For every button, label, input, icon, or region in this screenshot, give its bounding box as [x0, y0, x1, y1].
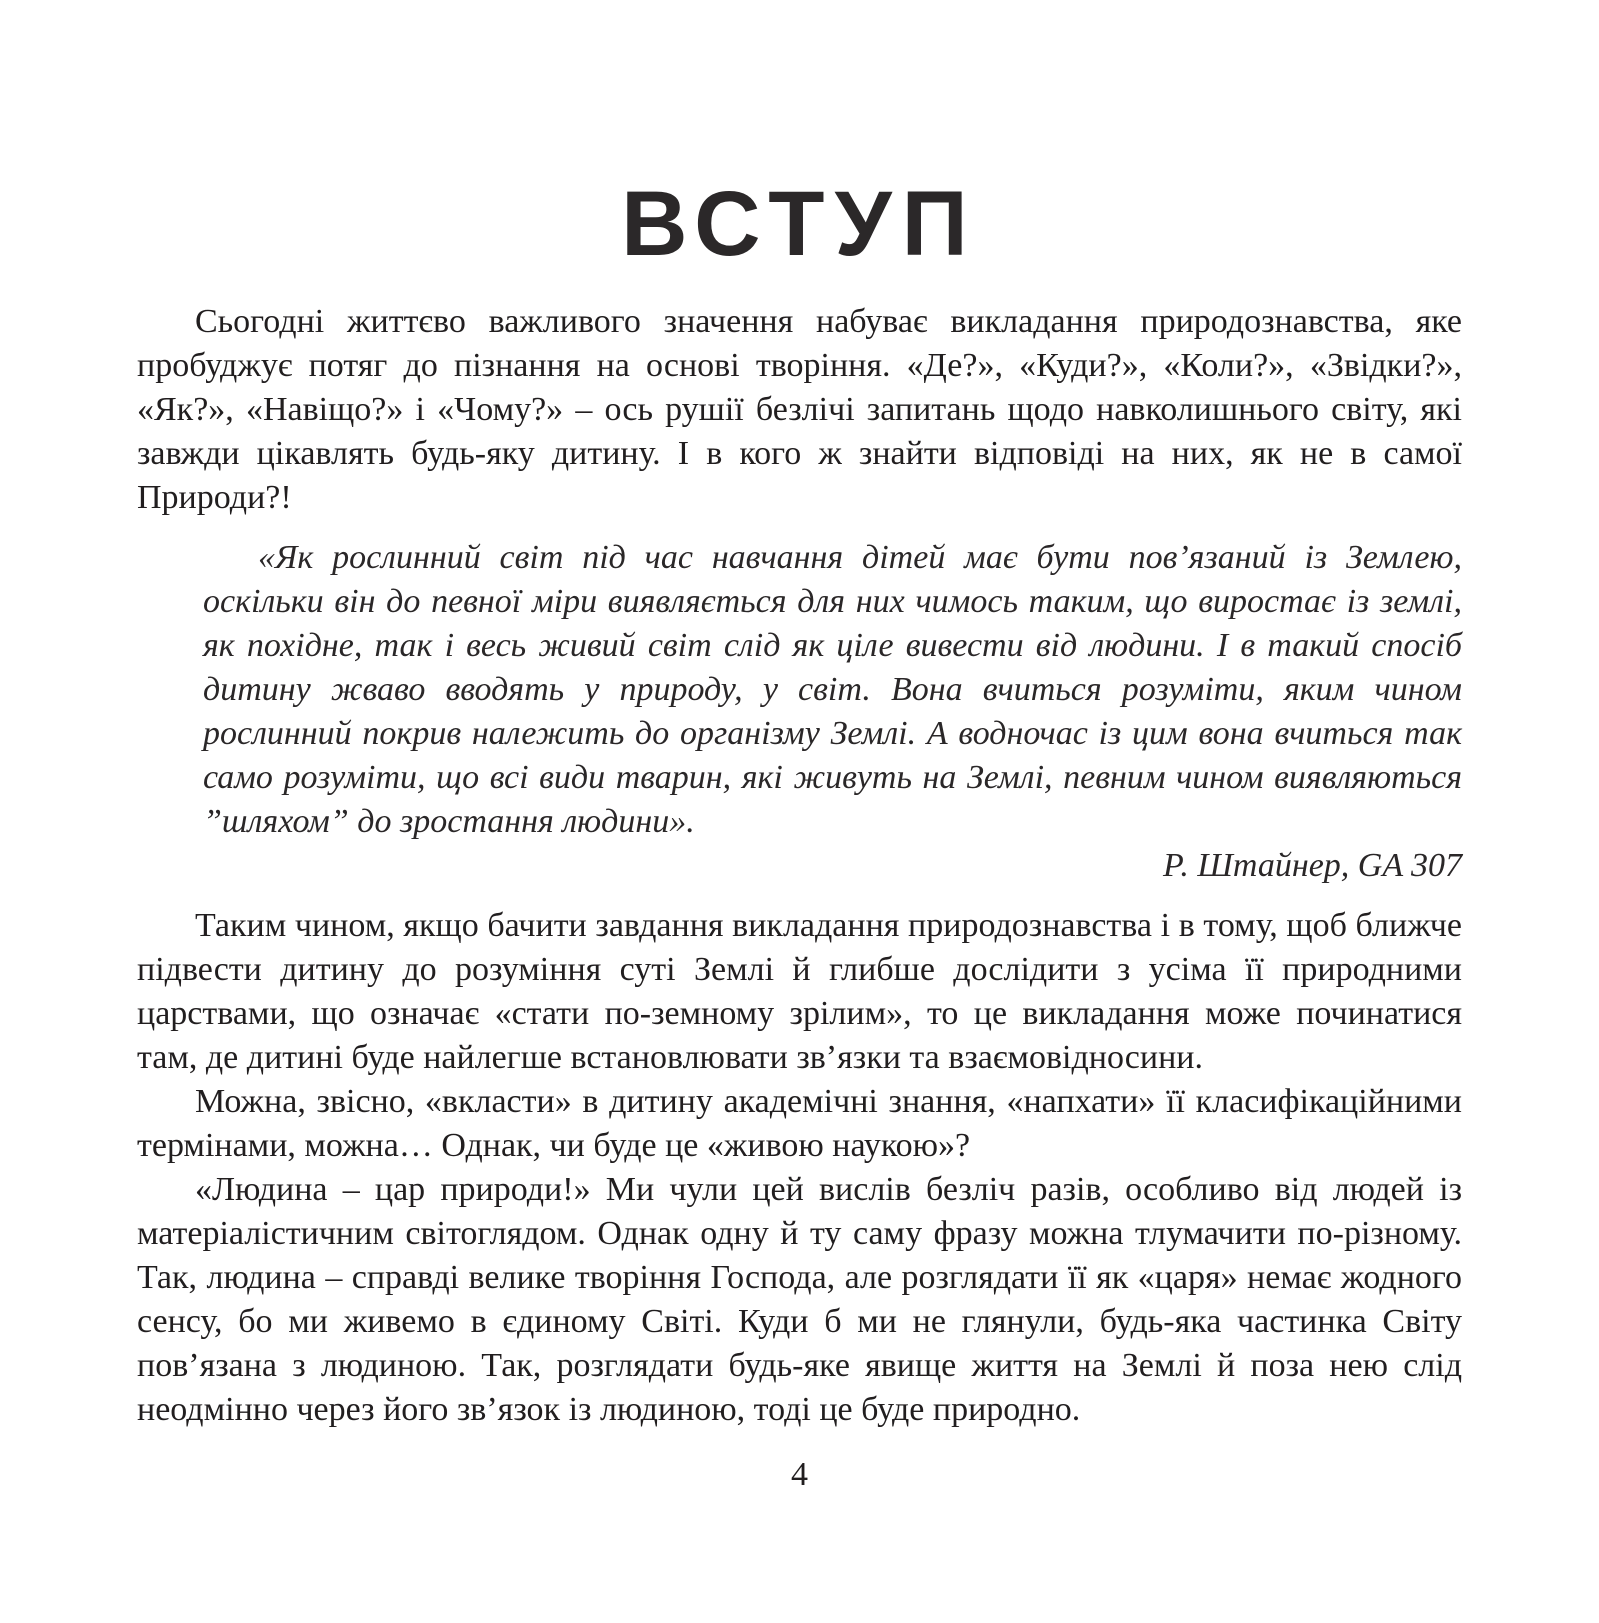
page-number: 4	[791, 1456, 808, 1493]
paragraph-intro: Сьогодні життєво важливого значення набуває викладання природознавства, яке пробуджує потяг до пізнання на основі творіння. «Де?», «Куди?», «Коли?», «Звідки?», «Як?», «Навіщо?» і «Чому?» – ось рушії безлічі запитань щодо навколишнього світу, які завжди цікавлять будь-яку дитину. І в кого ж знайти відповіді на них, як не в самої Природи?!	[137, 303, 1462, 516]
paragraph-teaching: Таким чином, якщо бачити завдання викладання природознавства і в тому, щоб ближче підвести дитину до розуміння суті Землі й глибше дослідити з усіма її природними царствами, що означає «стати по-земному зрілим», то це викладання може починатися там, де дитині буде найлегше встановлювати зв’язки та взаємовідносини.	[137, 907, 1462, 1076]
paragraph-academic-knowledge: Можна, звісно, «вкласти» в дитину академічні знання, «напхати» її класифікаційними термінами, можна… Однак, чи буде це «живою наукою»?	[137, 1083, 1462, 1164]
quote-attribution: Р. Штайнер, GA 307	[1163, 847, 1462, 884]
paragraph-man-king-of-nature: «Людина – цар природи!» Ми чули цей вислів безліч разів, особливо від людей із матеріалістичним світоглядом. Однак одну й ту саму фразу можна тлумачити по-різному. Так, людина – справді велике творіння Господа, але розглядати її як «царя» немає жодного сенсу, бо ми живемо в єдиному Світі. Куди б ми не глянули, будь-яка частинка Світу пов’язана з людиною. Так, розглядати будь-яке явище життя на Землі й поза нею слід неодмінно через його зв’язок із людиною, тоді це буде природно.	[137, 1171, 1462, 1428]
page-title: ВСТУП	[621, 173, 978, 275]
page-content	[137, 300, 1462, 1432]
spacer	[137, 888, 1462, 904]
steiner-quote: «Як рослинний світ під час навчання дітей має бути пов’язаний із Землею, оскільки він до певної міри виявляється для них чимось таким, що виростає із землі, як похідне, так і весь живий світ слід як ціле вивести від людини. І в такий спосіб дитину жваво вводять у природу, у світ. Вона вчиться розуміти, яким чином рослинний покрив належить до організму Землі. А водночас із цим вона вчиться так само розуміти, що всі види тварин, які живуть на Землі, певним чином виявляються ”шляхом” до зростання людини».	[203, 539, 1462, 840]
